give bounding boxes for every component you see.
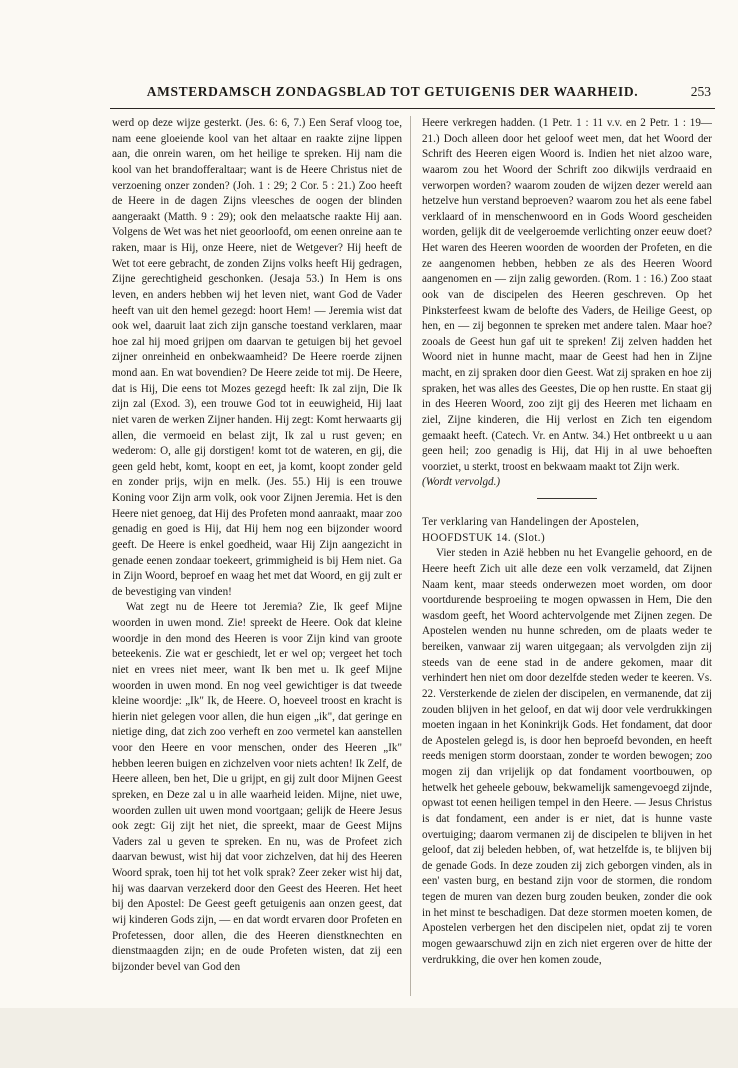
section-separator <box>537 498 597 499</box>
header-title: AMSTERDAMSCH ZONDAGSBLAD TOT GETUIGENIS DER WAARHEID. <box>146 84 639 99</box>
page-bottom-margin <box>0 1008 738 1068</box>
page-number: 253 <box>690 84 711 99</box>
left-column <box>112 116 402 1002</box>
article-title: Ter verklaring van Handelingen der Apostelen, <box>422 516 640 528</box>
right-paragraph-top: Heere verkregen hadden. (1 Petr. 1 : 11 v.v. en 2 Petr. 1 : 19—21.) Doch alleen door het geloof weet men, dat het Woord der Schrift des Heeren eigen Woord is. Indien het niet alzoo ware, waarom zou het Woord der Schrift zoo dikwijls verdraaid en verworpen worden? waarom zouden de wijzen dezer wereld aan hetzelve hun verstand beproeven? waarom zou het als eene fabel verklaard of in menschenwoord en in Gods Woord gescheiden worden, gelijk dit de veelgeroemde verlichting onzer eeuw doet? Het waren des Heeren woorden de woorden der Profeten, en die ze aangenomen hebben, hebben ze als des Heeren Woord aangenomen en — zijn zalig geworden. (Rom. 1 : 16.) Zoo staat ook van de discipelen des Heeren geschreven. Op het Pinksterfeest kwam de belofte des Vaders, de Heilige Geest, op hen, en — zij begonnen te spreken met andere talen. Maar hoe? zooals de Geest hun gaf uit te spreken! Zij zelven hadden het Woord niet in hunne macht, maar de Geest had hen in Zijne macht, en zij spraken door dien Geest. Wat zij spraken en hoe zij spraken, het was alles des Geestes, Die op hen rustte. En staat gij in des Heeren Woord, zoo zijt gij des Heeren met lichaam en ziel, Zijne kinderen, die Hij verlost en Zich ten eigendom gemaakt heeft. (Catech. Vr. en Antw. 34.) Het ontbreekt u u aan geen heil; zoo genadig is Hij, dat Hij in al uwe behoeften voorziet, u sterkt, troost en bekwaam maakt tot Zijn werk. <box>422 117 712 473</box>
left-paragraph-1: werd op deze wijze gesterkt. (Jes. 6: 6, 7.) Een Seraf vloog toe, nam eene gloeiende kool van het altaar en raakte zijne lippen aan, die onrein waren, om het heilige te spreken. Hij nam die kool van het brandofferaltaar; want is de Heere Christus niet de verzoening onzer zonden? (Joh. 1 : 29; 2 Cor. 5 : 21.) Zoo heeft de Heere in de dagen Zijns vleesches de oogen der blinden aangeraakt (Matth. 9 : 29); ook den melaatsche raakte Hij aan. Volgens de Wet was het niet geoorloofd, om eenen onreine aan te raken, maar is Hij, onze Heere, niet de Wetgever? Hij heeft de Wet tot eere gebracht, de zonden Zijns volks heeft Hij gedragen, Zijne gerechtigheid geschonken. (Jesaja 53.) In Hem is ons leven, en anders hebben wij het leven niet, want God de Vader heeft van uit den hemel gezegd: hoort Hem! — Jeremia wist dat ook wel, daaruit laat zich zijn gansche toestand verklaren, maar hoe zal hij moed grijpen om daarvan te getuigen bij het gevoel zijner onreinheid en onbekwaamheid? De Heere roerde zijnen mond aan. En wat bovendien? De Heere zeide tot mij. De Heere, dat is Hij, Die eens tot Mozes gezegd heeft: Ik zal zijn, Die Ik zijn zal (Exod. 3), een trouwe God tot in eeuwigheid, Hij laat niet varen de werken Zijner handen. Hij zegt: Komt herwaarts gij allen, die vermoeid en belast zijt, Ik zal u rust geven; en wederom: O, alle gij dorstigen! komt tot de wateren, en gij, die geen geld hebt, komt, koopt en eet, ja komt, koopt zonder geld en zonder prijs, wijn en melk. (Jes. 55.) Hij is een trouwe Koning voor Zijn arm volk, ook voor Zijnen Jeremia. Het is den Heere niet genoeg, dat Hij des Profeten mond aanraakt, maar zoo genadig en goed is Hij, dat Hij hem nog een bijzonder woord geeft. De Heere is enkel goedheid, waar Hij Zijn aangezicht in genade eenen zondaar toekeert, grimmigheid is bij Hem niet. Ga in Zijn Woord, beproef en waag het met dat Woord, en gij zult er de bevestiging van vinden! <box>112 117 402 598</box>
article-paragraph: Vier steden in Azië hebben nu het Evangelie gehoord, en de Heere heeft Zich uit alle deze een volk verzameld, dat Zijnen Naam kent, maar steeds onderwezen moet worden, om door voortdurende besproeiing te mogen opwassen in Hem, Die den wasdom geeft, het Woord achtervolgende met Zijnen zegen. De Apostelen wenden nu hunne schreden, om de plaats weder te bereiken, vanwaar zij waren uitgegaan; als vervolgden zijn zij steeds van de eene stad in de andere gekomen, maar dit verhindert hen niet om door dezelfde steden weder te keeren. Vs. 22. Versterkende de zielen der discipelen, en vermanende, dat zij zouden blijven in het geloof, en dat wij door vele verdrukkingen moeten ingaan in het Koninkrijk Gods. Het fondament, dat door de Apostelen gelegd is, is door hen beproefd bevonden, en heeft reeds menigen storm doorstaan, zonder te worden bewogen; zoo mogen zij dan vrijelijk op dat fondament voortbouwen, op hetwelk het geheele gebouw, bekwamelijk samengevoegd zijnde, opwast tot eenen heiligen tempel in den Heere. — Jesus Christus is dat fondament, een ander is er niet, dat is hunne vaste overtuiging; daarom vermanen zij de discipelen te blijven in het geloof, dat zij beleden hebben, of, wat hetzelfde is, te blijven bij de genade Gods. In deze zouden zij zich geborgen vinden, als in een' vasten burg, en bestand zijn voor de stormen, die rondom tegen de muren van dezen burg zouden beuken, zonder die ook in het minst te beschadigen. Dat deze stormen moeten komen, de Apostelen verbergen het den discipelen niet, opdat zij te voren mogen gewaarschuwd zijn en zich niet ergeren over de hitte der verdrukking, die over hen komen zoude, <box>422 547 712 966</box>
running-header <box>110 80 715 109</box>
column-divider <box>410 116 411 996</box>
continued-note: (Wordt vervolgd.) <box>422 476 501 489</box>
right-column <box>422 116 712 1002</box>
article-subtitle: HOOFDSTUK 14. (Slot.) <box>422 531 546 544</box>
left-paragraph-2: Wat zegt nu de Heere tot Jeremia? Zie, Ik geef Mijne woorden in uwen mond. Zie! spreekt de Heere. Ook dat kleine woordje in den mond des Heeren is voor Zijn kind van groote beteekenis. Zie wat er geschiedt, let er wel op; vergeet het toch niet en vrees niet meer, want Ik ben met u. Ik geef Mijne woorden in uwen mond. En nog veel gewichtiger is dat tweede kleine woordje: „Ik" Ik, de Heere. O, hoeveel troost en kracht is hierin niet gelegen voor allen, die hun eigen „ik", dat geringe en nietige ding, dat zich zoo verheft en zoo vermetel kan aanstellen voor den Heere en voor menschen, onder des Heeren „Ik" hebben leeren buigen en zichzelven voor niets achten! Ik Zelf, de Heere alleen, ben het, Die u grijpt, en gij zult door Mijnen Geest spreken, en Deze zal u in alle waarheid leiden. Mijne, niet uwe, woorden zullen uit uwen mond voortgaan; gelijk de Heere Jesus ook zegt: Gij zijt het niet, die spreekt, maar de Geest Mijns Vaders zal u geven te spreken. En nu, was de Profeet zich daarvan bewust, wist hij dat voor zichzelven, dat hij des Heeren Woord sprak, toen hij tot het volk sprak? Zeer zeker wist hij dat, hij was daarvan verzekerd door den Geest des Heeren. Het heet bij den Apostel: De Geest geeft getuigenis aan onzen geest, dat wij kinderen Gods zijn, — en dat wordt ervaren door Profeten en Profetessen, door allen, die des Heeren dienstknechten en dienstmaagden zijn; en de oude Profeten wisten, dat zij een bijzonder bevel van God den <box>112 601 402 973</box>
